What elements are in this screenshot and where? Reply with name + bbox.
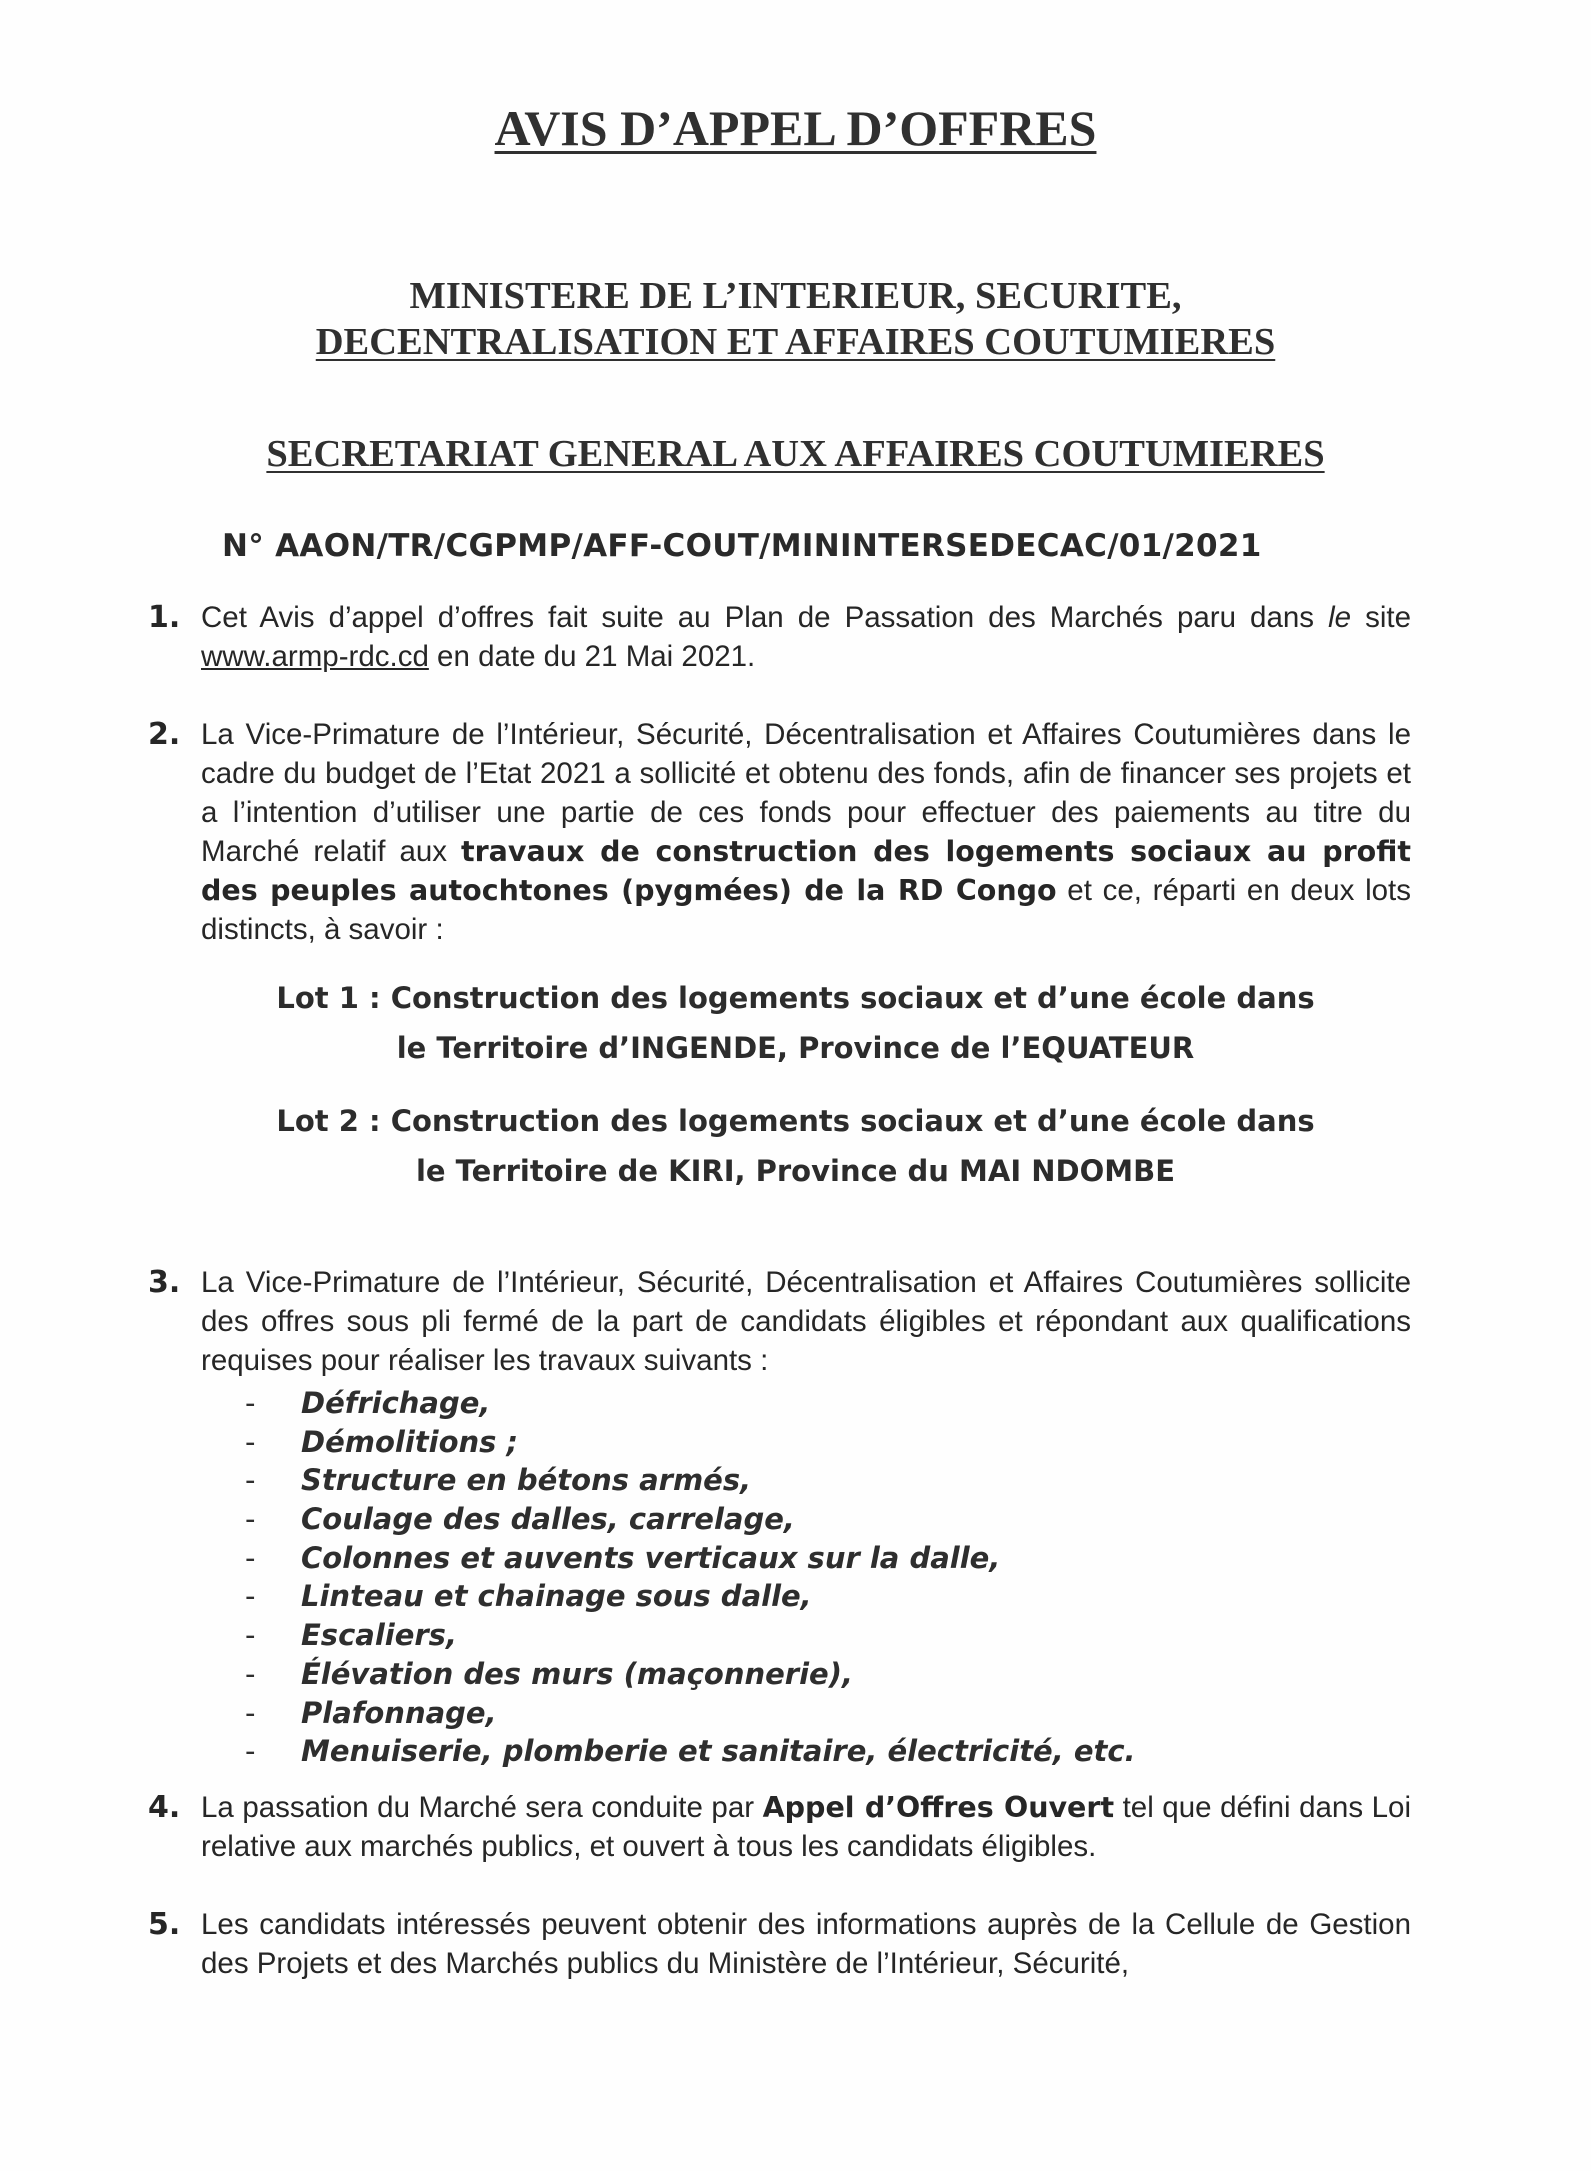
paragraph-number: 3. <box>148 1265 181 1300</box>
paragraph-text: Cet Avis d’appel d’offres fait suite au Plan de Passation des Marchés paru dans le site www.armp-rdc.cd en date du 21 Mai 2021. <box>201 601 1411 673</box>
paragraph-text: La Vice-Primature de l’Intérieur, Sécurité, Décentralisation et Affaires Coutumières dans le cadre du budget de l’Etat 2021 a sollicité et obtenu des fonds, afin de financer ses projets et a l’intention d’utiliser une partie de ces fonds pour effectuer des paiements au titre du Marché relatif aux travaux de construction des logements sociaux au profit des peuples autochtones (pygmées) de la RD Congo et ce, réparti en deux lots distincts, à savoir : <box>201 718 1411 946</box>
paragraph-text: Les candidats intéressés peuvent obtenir des informations auprès de la Cellule de Gestion des Projets et des Marchés publics du Ministère de l’Intérieur, Sécurité, <box>201 1908 1411 1980</box>
ministry-line-1: MINISTERE DE L’INTERIEUR, SECURITE, <box>409 275 1182 317</box>
lot-2-line-1: Lot 2 : Construction des logements sociaux et d’une école dans <box>276 1104 1315 1138</box>
armp-website-link[interactable]: www.armp-rdc.cd <box>201 640 429 673</box>
lot-2 <box>0 1096 1591 1196</box>
secretariat-heading: SECRETARIAT GENERAL AUX AFFAIRES COUTUMIERES <box>266 433 1325 475</box>
lot-1-line-2: le Territoire d’INGENDE, Province de l’EQUATEUR <box>396 1031 1195 1065</box>
notice-title: AVIS D’APPEL D’OFFRES <box>494 100 1097 156</box>
paragraph-number: 2. <box>148 717 181 752</box>
works-description: travaux de construction des logements sociaux au profit des peuples autochtones (pygmées) de la RD Congo <box>201 835 1411 907</box>
paragraph-text: La Vice-Primature de l’Intérieur, Sécurité, Décentralisation et Affaires Coutumières sollicite des offres sous pli fermé de la part de candidats éligibles et répondant aux qualifications requises pour réaliser les travaux suivants : <box>201 1266 1411 1377</box>
lot-1 <box>0 973 1591 1073</box>
paragraph-text: La passation du Marché sera conduite par Appel d’Offres Ouvert tel que défini dans Loi relative aux marchés publics, et ouvert à tous les candidats éligibles. <box>201 1791 1411 1863</box>
paragraph-number: 4. <box>148 1790 181 1825</box>
paragraph-number: 5. <box>148 1907 181 1942</box>
lot-1-line-1: Lot 1 : Construction des logements sociaux et d’une école dans <box>276 981 1315 1015</box>
paragraph-number: 1. <box>148 600 181 635</box>
ministry-heading <box>0 273 1591 365</box>
procedure-type: Appel d’Offres Ouvert <box>762 1791 1115 1824</box>
document-page: AVIS D’APPEL D’OFFRES MINISTERE DE L’INTERIEUR, SECURITE, DECENTRALISATION ET AFFAIRES COUTUMIERES SECRETARIAT GENERAL AUX AFFAIRES COUTUMIERES N° AAON/TR/CGPMP/AFF-COUT/MININTERSEDECAC/01/2021 1. Cet Avis d’appel d’offres fait suite au Plan de Passation des Marchés paru dans le site www.armp-rdc.cd en date du 21 Mai 2021. 2. La Vice-Primature de l’Intérieur, Sécurité, Décentralisation et Affaires Coutumières dans le cadre du budget de l’Etat 2021 a sollicité et obtenu des fonds, afin de financer ses projets et a l’intention d’utiliser une partie de ces fonds pour effectuer des paiements au titre du Marché relatif aux travaux de construction des logements sociaux au profit des peuples autochtones (pygmées) de la RD Congo et ce, réparti en deux lots distincts, à savoir : Lot 1 : Construction des logements sociaux et d’une école dans le Territoire d’INGENDE, Province de l’EQUATEUR Lot 2 : Construction des logements sociaux et d’une école dans le Territoire de KIRI, Province du MAI NDOMBE 3. La Vice-Primature de l’Intérieur, Sécurité, Décentralisation et Affaires Coutumières sollicite des offres sous pli fermé de la part de candidats éligibles et répondant aux qualifications requises pour réaliser les travaux suivants : - Défrichage, - Démolitions ; - Structure en bétons armés, - Coulage des dalles, carrelage, - Colonnes et auvents verticaux sur la dalle, - Linteau et chainage sous dalle, - Escaliers, - Élévation des murs (maçonnerie), - Plafonnage, - Menuiserie, plomberie et sanitaire, électricité, etc. 4. La passation du Marché sera conduite par Appel d’Offres Ouvert tel que défini dans Loi relative aux marchés publics, et ouvert à tous les candidats éligibles. 5. Les candidats intéressés peuvent obtenir des informations auprès de la Cellule de Gestion des Projets et des Marchés publics du Ministère de l’Intérieur, Sécurité, <box>0 0 1591 2171</box>
reference-number: N° AAON/TR/CGPMP/AFF-COUT/MININTERSEDECAC/01/2021 <box>222 528 1262 564</box>
ministry-line-2: DECENTRALISATION ET AFFAIRES COUTUMIERES <box>315 321 1276 363</box>
lot-2-line-2: le Territoire de KIRI, Province du MAI NDOMBE <box>415 1154 1176 1188</box>
